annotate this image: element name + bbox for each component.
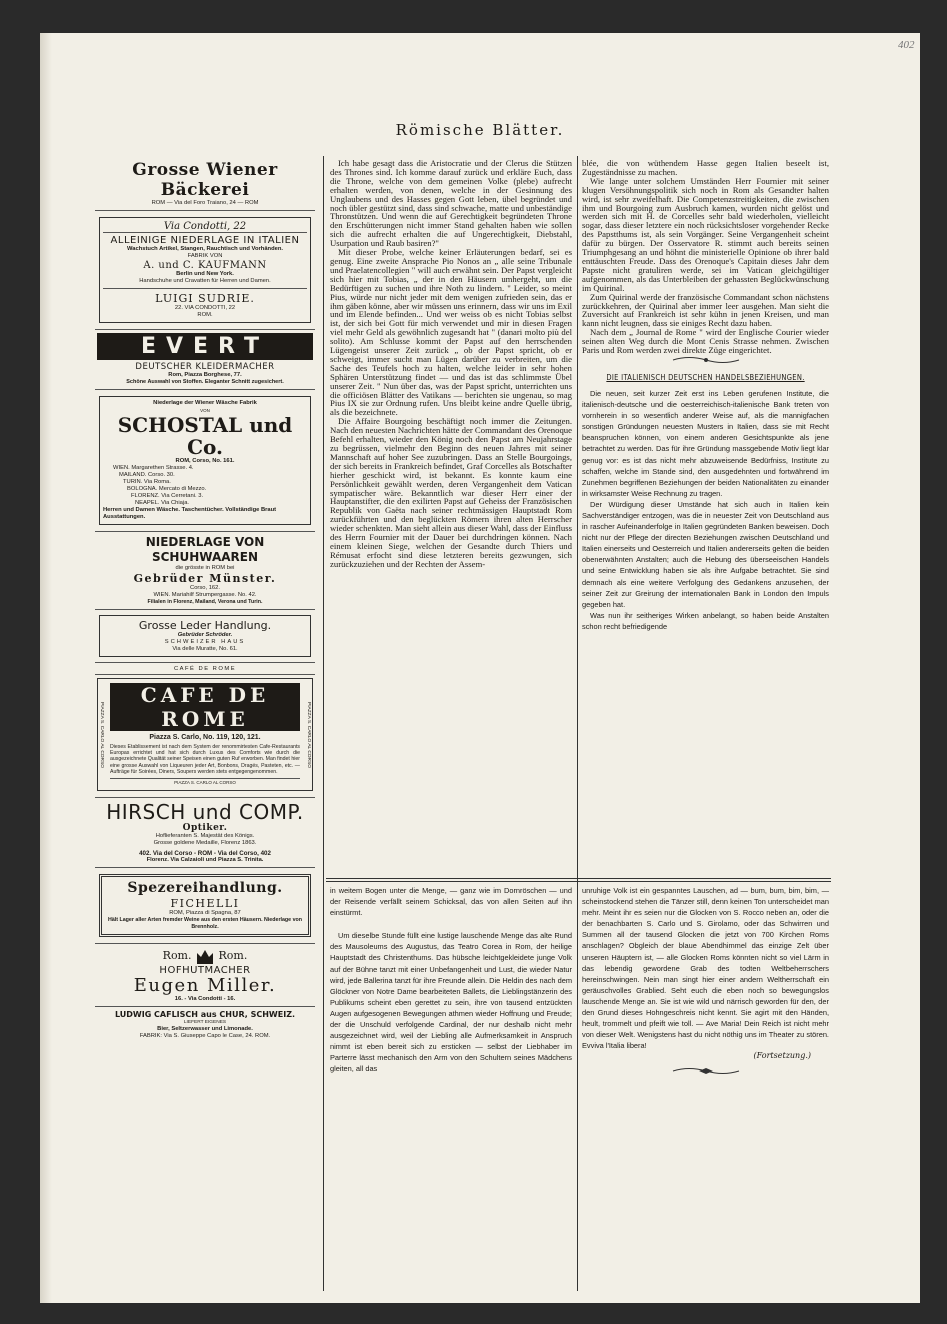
ad-branch: FLORENZ. Via Cerretani. 3.: [131, 493, 204, 499]
ad-side-text: PIAZZA S. CARLO AL CORSO: [306, 702, 311, 768]
ad-text: Hält Lager aller Arten fremder Weine aus den ersten Häusern. Niederlage von Brennholz.: [108, 917, 302, 931]
ad-name: HIRSCH und COMP.: [106, 800, 304, 825]
ad-title: Grosse Leder Handlung.: [138, 619, 272, 632]
newspaper-page: [40, 33, 920, 1303]
ad-rom-left: Rom.: [162, 949, 192, 963]
ad-fichelli: [95, 868, 315, 944]
ad-address: ROM, Piazza di Spagna, 87: [169, 910, 241, 917]
ad-name: Gebrüder Schröder.: [177, 632, 233, 638]
ad-name: LUDWIG CAFLISCH aus CHUR, SCHWEIZ.: [114, 1010, 296, 1020]
ad-sudrie-city: ROM.: [197, 312, 213, 318]
feuilleton-text: [582, 885, 829, 1051]
article-column-middle: [330, 159, 572, 869]
ad-corso: Corso, 162.: [190, 585, 220, 591]
ad-branch: WIEN. Margarethen Strasse. 4.: [113, 465, 194, 471]
ad-name: Eugen Miller.: [133, 975, 277, 997]
ad-trade: HOFHUTMACHER: [159, 965, 251, 977]
ad-topline: CAFÉ DE ROME: [95, 666, 315, 675]
ad-address: ROM, Corso, No. 161.: [175, 458, 235, 464]
column-rule: [323, 156, 324, 1291]
ad-headline: ALLEINIGE NIEDERLAGE IN ITALIEN: [110, 235, 300, 246]
ad-line: 402. Via del Corso - ROM - Via del Corso, 402: [139, 850, 271, 858]
article-text: [582, 159, 829, 355]
ad-name: SCHOSTAL und Co.: [117, 413, 293, 459]
ad-address: Via delle Muratte, No. 61.: [172, 646, 238, 652]
ad-address: Piazza S. Carlo, No. 119, 120, 121.: [149, 734, 261, 741]
ad-von: VON: [200, 408, 210, 413]
feuilleton-paragraph: in weitem Bogen unter die Menge, — ganz wie im Dornröschen — und der Reisende verfällt seinem Schicksal, das von allen Seiten auf ihn einstürmt.: [330, 886, 572, 918]
article-paragraph: Die neuen, seit kurzer Zeit erst ins Leben gerufenen Institute, die italienisch-deutsche und die oesterreichisch-italienische Bank treten von vornherein in so wesentlich anderer Weise auf, als die mannigfachen sonstigen Gründungen neuesten Musters in Italien, dass sie mit Recht beanspruchen können, von einem anderen Gesichtspunkte als jene betrachtet zu werden. Das für ihre Gründung massgebende Motiv liegt klar genug vor: es ist das nicht mehr abzuweisende Bedürfniss, Institute zu schaffen, welche im Stande sind, den ausgedehnten und fortwährend im Zunehmen begriffenen Beziehungen der beiden Nationalitäten zu einander in wirksamster Weise Rechnung zu tragen.: [582, 388, 829, 498]
ad-address: 16. - Via Condotti - 16.: [174, 996, 236, 1003]
ad-branch: TURIN. Via Roma.: [123, 479, 171, 485]
ad-branch: MAILAND. Corso. 30.: [119, 472, 175, 478]
feuilleton-paragraph: unruhige Volk ist ein gespanntes Lauschen, ad — bum, bum, bim, bim, — scheinstockend stehen die Tänzer still, denn keinen Ton unterscheidet man mehr. Meint ihr es seien nur die Glocken von S. Rocco neben an, oder die der benachbarten S. Carlo und S. Girolamo, oder das Schwirren und Summen all der tausend Glocken die jetzt von 700 Kirchen Roms anschlagen? Obgleich der blaue Abendhimmel das einzige Zelt über unseren Häuptern ist, — alle Glocken Roms könnten nicht so viel Lärm in das lebendig gewordene Grab des todten Weltbeherrschers hereinschwingen. Nein man singt hier einer andern Weltherrschaft ein geräuschvolles Grablied. Seht euch die eben noch so bewegungslos lauschende Menge an. Sie ist wie wild und närrisch geworden für den, der den Grund dieses Hohngeschreis nicht kennt. Sie agirt mit den Händen, heult, trommelt und pfeift wie toll. — Ave Maria! Dein Reich ist nicht mehr von dieser Welt. Wenigstens hast du nicht nöthig uns im Theater zu stören. Evviva l'Italia libera!: [582, 886, 829, 1051]
ad-line: Florenz. Via Calzaioli und Piazza S. Trinita.: [146, 857, 264, 864]
article-column-right: [582, 159, 829, 869]
article-paragraph: Wie lange unter solchem Umständen Herr Fournier mit seiner klugen Versöhnungspolitik sich noch in Rom als Gesandter halten wird, ist sehr zweifelhaft. Die Competenzstreitigkeiten, die zwischen ihm und Bourgoing zum Ausbruch kamen, wurden nicht gelöst und werden sich mit H. de Corcelles sehr bald wiederholen, vielleicht sogar, dass dieser letztere ein noch rücksichtsloser vorgehender Recke des Papstthums ist, als sein Vorgänger. Seine Vergangenheit scheint dafür zu bürgen. Der Osservatore R. stimmt auch bereits seinen Triumphgesang an und höhnt die ministerielle Opinione ob ihrer bald enttäuschten Freude. Dass des Orenoque's Capitain dieses Jahr dem Papste nicht gratuliren werde, sei im Vatican gleichgültiger aufgenommen, als das Unterbleiben der gehassten Beglückwünschung im Quirinal.: [582, 175, 829, 293]
ad-box: [99, 874, 311, 937]
article-paragraph: Die Affaire Bourgoing beschäftigt noch immer die Zeitungen. Nach den neuesten Nachrichten hätte der Commandant des Orenoque Befehl erhalten, wieder den König noch den Papst am Neujahrstage zu begrüssen, vielmehr den Beginn des neuen Jahres mit seiner Mannschaft auf hoher See zuzubringen. Dass an Stelle Bourgoings, der sich bereits in Frankreich befindet, Graf Corcelles als Botschafter hierher geschickt wird, ist bekannt. Es konnte kaum eine Persönlichkeit gewählt werden, deren Vergangenheit dem Vatican sympatischer wäre. Bekanntlich war dieser Herr einer der Hauptanstifter, die den exilirten Papst auf Geheiss der Französischen Republik von Gaëta nach seiner rechtmässigen Hauptstadt Rom zurückführten und den beglückten Römern ihren alten Herrscher wieder schenkten. Man sieht allein aus dieser Wahl, dass der Einfluss des Herrn Fournier mit der Dauer bei durchdringen können. Nach einem kleinen Siege, welchen der Gesandte durch Thiers und Rémusat erfocht sind diese letzteren bereits gezwungen, sich zurückzuziehen und der Rechten der Assem-: [330, 416, 572, 569]
ad-products: Handschuhe und Cravatten für Herren und Damen.: [139, 278, 271, 284]
ad-wien: WIEN. Mariahilf Strumpergasse. No. 42.: [153, 592, 257, 598]
ad-name: CAFE DE ROME: [110, 683, 300, 731]
ad-rom-line: [95, 947, 315, 965]
ad-house: SCHWEIZER HAUS: [164, 639, 246, 645]
ad-footer: PIAZZA S. CARLO AL CORSO: [110, 778, 300, 786]
ad-line: Schöne Auswahl von Stoffen. Eleganter Schnitt zugesichert.: [126, 379, 284, 385]
ad-side-text: PIAZZA S. CARLO AL CORSO: [99, 702, 104, 768]
ad-headline: NIEDERLAGE VON SCHUHWAAREN: [145, 535, 265, 564]
section-title: DIE ITALIENISCH DEUTSCHEN HANDELSBEZIEHUNGEN.: [606, 372, 805, 382]
ad-branch: BOLOGNA. Mercato di Mezzo.: [127, 486, 207, 492]
ad-schostal: [95, 390, 315, 532]
article-paragraph: Was nun ihr seitheriges Wirken anbelangt, so haben beide Anstalten schon recht befriedigende: [582, 610, 829, 631]
article-paragraph: Nach dem „ Journal de Rome " wird der Englische Courier wieder seinen alten Weg durch die Mont Cenis Strasse nehmen. Zwischen Paris und Rom werden zwei direkte Züge eingerichtet.: [582, 327, 829, 356]
ad-box: [99, 615, 311, 657]
ad-line: Hoflieferanten S. Majestät des Königs.: [155, 833, 255, 840]
article-paragraph: blée, die von wüthendem Hasse gegen Italien beseelt ist, Zugeständnisse zu machen.: [582, 159, 829, 177]
ad-cafe-de-rome: [95, 663, 315, 798]
ad-caflisch: [95, 1007, 315, 1043]
ad-fabrik: FABRIK: Via S. Giuseppe Capo le Case, 24. ROM.: [139, 1033, 271, 1040]
ad-box: [99, 396, 311, 525]
ad-title: Grosse Wiener Bäckerei: [132, 160, 278, 200]
ad-box: [99, 217, 311, 323]
article-paragraph: Ich habe gesagt dass die Aristocratie und der Clerus die Stützen des Thrones sind. Ich komme darauf zurück und erkläre Euch, dass die Throne, welche von dem gemeinen Volke (plebe) aufrecht erhalten werden, von denen, welche in der Gesinnung des Unglaubens und des Hasses gegen Gott leben, übel begründet und noch übler gestützt sind, dass sind schwache, matte und unbeständige Thronstützen. Und wenn die auf Gerechtigkeit begründeten Throne den Erschütterungen nicht immer Stand gehalten haben wie sollen sich die aufrecht erhalten die auf Ungerechtigkeit, Diebstahl, Usurpation und Raub basiren?": [330, 159, 572, 249]
ad-sudrie-address: 22. VIA CONDOTTI, 22: [174, 305, 236, 311]
ad-sudrie-name: LUIGI SUDRIE.: [103, 288, 307, 305]
ad-tagline: DEUTSCHER KLEIDERMACHER: [135, 362, 275, 372]
page-number: 402: [898, 39, 915, 51]
ad-name: FICHELLI: [170, 897, 240, 911]
continued-note: (Fortsetzung.): [753, 1051, 811, 1061]
paragraph-gap: [330, 918, 572, 930]
ad-miller: [95, 944, 315, 1007]
ad-goods: Wachstuch Artikel, Stangen, Rauchtisch und Vorhänden.: [127, 246, 283, 252]
ad-products: Bier, Seltzerwasser und Limonade.: [157, 1026, 253, 1033]
masthead-title: Römische Blätter.: [395, 121, 565, 139]
ad-street: Via Condotti, 22: [103, 221, 307, 233]
crown-icon: [195, 947, 215, 965]
ad-muenster: [95, 532, 315, 610]
ad-fabrik: FABRIK VON: [187, 253, 223, 259]
article-paragraph: Mit dieser Probe, welche keiner Erläuterungen bedarf, sei es genug. Eine zweite Ansprache Pio Nonos an „ alle seine Tribunale und Praelatencollegien " will auch erwähnt sein. Der Papst vergleicht sich hier mit Tobias, „ der in den Häusern umhergeht, um die Bedürftigen zu suchen und ihre Noth zu lindern. " Leider, so meint Pius, würde nur nicht jeder mit dem wenigen zufrieden sein, das er ihm gäben könne, aber wir müssen uns erinnern, dass wir uns im Exil und im Elende befinden... Und wer weiss ob es nicht Tobias selbst ist, der sich bei Gott für mich verwendet und mir in diesen Fragen viel mehr Geld als gewöhnlich zugesandt hat " (danari molto più del solito). Am Schlusse kommt der Papst auf den herrschenden Lügengeist unserer Zeit zurück „ ob der Papst spricht, ob er schweigt, immer sucht man Lügen darüber zu verbreiten, um die Sache des Teufels hoch zu halten, welche leider in sehr hohen Sphären Unterstützung findet — und das ist das schlimmste Übel unserer Zeit. " Nun über das, was der Papst spricht, unterrichten uns die officiösen Blätter des Vatikans — berichten sie ungenau, so mag Pius IX sie zur Ordnung rufen. Uns bleibt keine andre Quelle übrig, als die bezeichnete.: [330, 247, 572, 418]
ad-sub: die grösste in ROM bei: [175, 565, 235, 571]
article-paragraph: Der Würdigung dieser Umstände hat sich auch in Italien kein Sachverständiger entzogen, was die in neuester Zeit von Deutschland aus in rascher Aufeinanderfolge in Italien gegründeten Banken beweisen. Doch nicht nur der Pflege der directen Beziehungen zwischen Deutschland und Italien einerseits und Oesterreich und Italien andererseits gelten die beiden obenerwähnten Anstalten; auch die Hebung des überseeischen Handels und seine Entwicklung haben sie als ihre Aufgabe betrachtet. Sie sind demnach als eine weitere Verfolgung des Gedankens anzusehen, der seiner Zeit zur Greirung der internationalen Bank in London den Impuls gegeben hat.: [582, 499, 829, 609]
ad-baeckerei: [95, 156, 315, 211]
article-paragraph: Zum Quirinal werde der französische Commandant schon nächstens zurückkehren, der Quirinal aber immer leer ausgehen. Man sieht die Zuversicht auf Frankreich ist sehr kühn in jenen Kreisen, und man kann nicht leugnen, dass sie einiges Recht dazu haben.: [582, 291, 829, 329]
ad-address: Rom, Piazza Borghese, 77.: [168, 372, 242, 378]
ad-sub: LIEFERT EIGENES: [183, 1020, 227, 1026]
ad-branch: NEAPEL. Via Chiaja.: [135, 500, 190, 506]
ad-cities: Berlin und New York.: [176, 271, 234, 277]
ad-footer: Herren und Damen Wäsche. Taschentücher. Vollständige Braut Ausstattungen.: [103, 507, 277, 520]
feuilleton-column-middle: [330, 885, 572, 1303]
ad-evert: [95, 330, 315, 390]
feuilleton-column-right: [582, 885, 829, 1303]
ad-line: Grosse goldene Medaille, Florenz 1863.: [153, 840, 257, 847]
ad-address: ROM — Via del Foro Traiano, 24 — ROM: [151, 200, 259, 206]
feuilleton-paragraph: Um dieselbe Stunde füllt eine lustige lauschende Menge das alte Rund des Mausoleums des Augustus, das Teatro Corea in Rom, der heilige Hauptstadt des Christenthums. Das hübsche leichtgekleidete junge Volk auf der Bühne tanzt mit einer Unbefangenheit und Lust, die wieder Natur wird, jede Ballerina tanzt für ihre Freunde allein. Die Heldin des nach dem Glöckner von Notre Dame bearbeiteten Ballets, die Lieblingstänzerin des Publikums scheint eben gerettet zu sein, ihre von tausend entzückten Augen aufgesogenen Bewegungen athmen wieder Hoffnung und Freude; der die Unschuld verfolgende Cardinal, der nur deshalb nicht mehr ausgezeichnet wird, weil der Liebling alle Aufmerksamkeit in Anspruch nimmt ist eben bereit sich zu ersticken — selbst der Liebhaber im Parterre lässt mechanisch den Arm von den Schultern seines Mädchens gleiten, all das: [330, 931, 572, 1074]
ad-hirsch: [95, 798, 315, 868]
ad-rom-right: Rom.: [218, 949, 248, 963]
ad-name: A. und C. KAUFMANN: [143, 260, 267, 271]
ad-box: [97, 678, 313, 791]
ad-filialen: Filialen in Florenz, Mailand, Verona und Turin.: [147, 599, 263, 605]
ad-name: Gebrüder Münster.: [133, 572, 277, 585]
page-binding-shadow: [40, 33, 52, 1303]
ad-kaufmann: [95, 211, 315, 330]
advertisements-column: [95, 156, 315, 1288]
ad-text: Dieses Etablissement ist nach dem System der renommirtesten Cafe-Restaurants Europas errichtet und hat sich durch Luxus des Comforts wie durch die ausgezeichnete Qualität seiner Speisen einen guten Ruf erworben. Man findet hier eine grosse Auswahl von Liqueuren jeder Art, Bonbons, Dragés, Pasteten, etc. — Aufträge für Soirées, Diners, Soupers werden stets entgegengenommen.: [110, 744, 300, 775]
ad-schroeder: [95, 610, 315, 663]
ad-header: Niederlage der Wiener Wäsche Fabrik: [153, 400, 257, 406]
ad-evert-name: EVERT: [97, 333, 313, 360]
ad-sub: Optiker.: [182, 823, 228, 834]
ad-title: Spezereihandlung.: [127, 880, 283, 897]
ornament-divider: [582, 355, 829, 369]
feuilleton-rule: [326, 878, 831, 879]
feuilleton-rule: [326, 881, 831, 882]
article-text: [582, 388, 829, 632]
column-rule: [577, 156, 578, 1291]
ornament-divider: [582, 1066, 829, 1080]
